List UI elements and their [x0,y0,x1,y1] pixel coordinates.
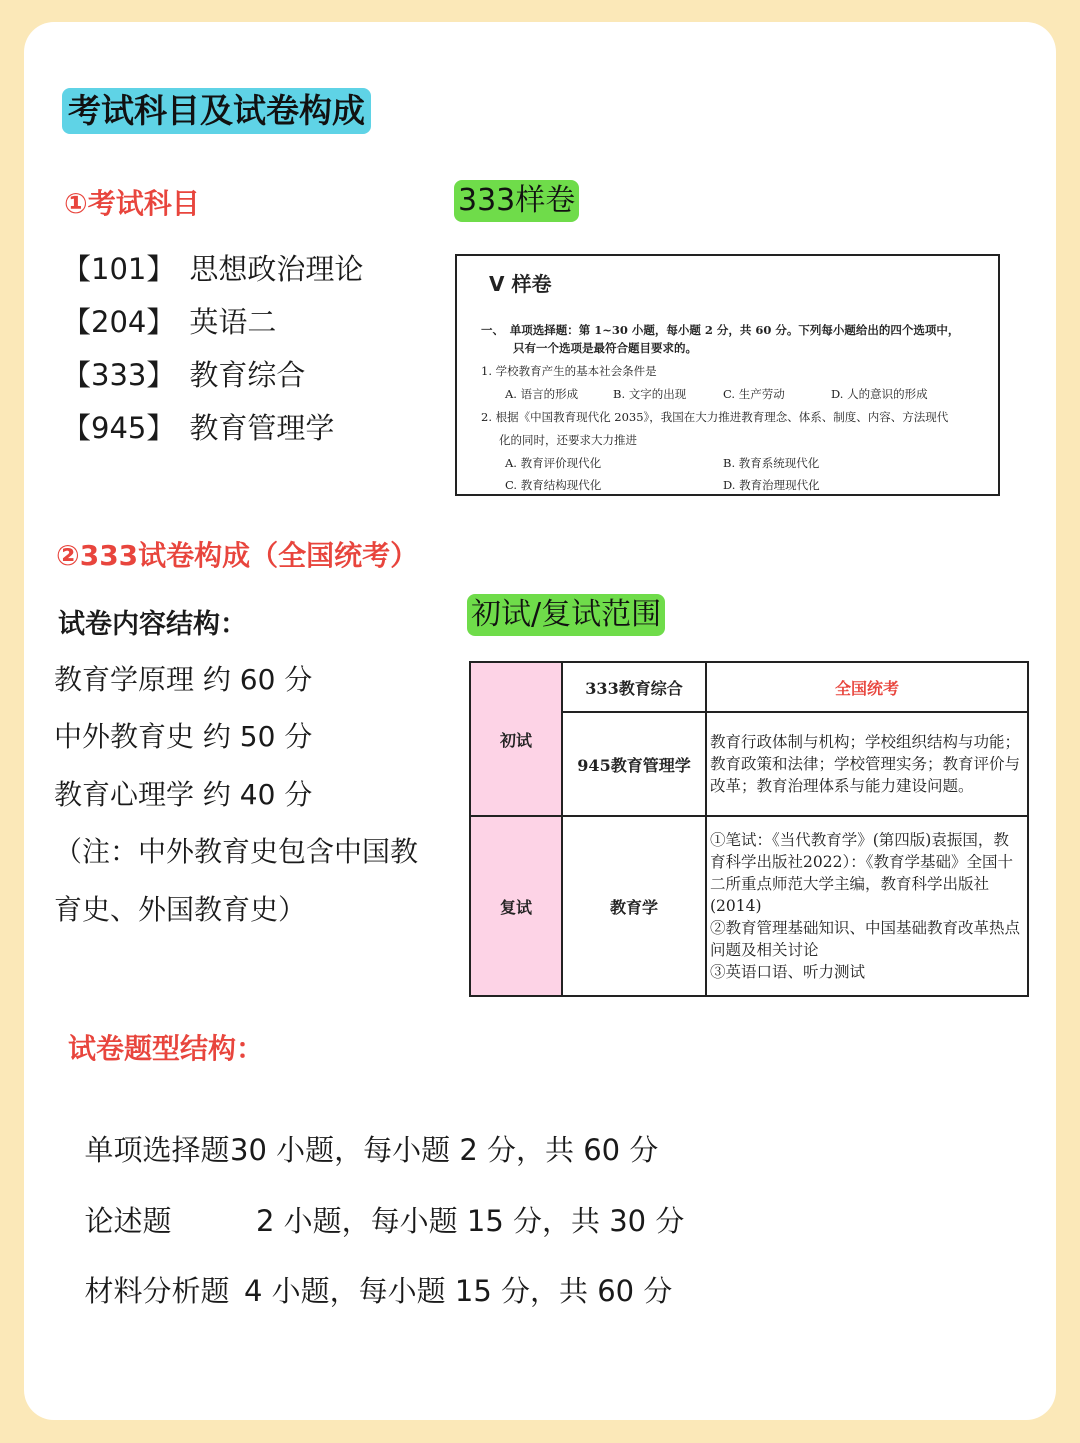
question-detail: 2 小题，每小题 15 分，共 30 分 [256,1204,685,1238]
range-cell-retest: 复试 [470,816,562,996]
sample-question: 2. 根据《中国教育现代化 2035》，我国在大力推进教育理念、体系、制度、内容、方法现代 [481,410,949,424]
sample-instruction: 一、 单项选择题：第 1~30 小题，每小题 2 分，共 60 分。下列每小题给出的四个选项中， [481,323,960,337]
range-cell-first: 初试 [470,662,562,816]
subject-row [62,402,334,455]
range-cell: 教育学 [562,816,706,996]
section2-heading: ②333试卷构成（全国统考） [56,539,419,572]
content-note: 育史、外国教育史） [54,893,307,926]
subject-code: 【945】 [62,411,176,445]
question-type: 单项选择题 [84,1133,230,1167]
subject-code: 【101】 [62,252,176,286]
question-type-row [66,1094,659,1169]
subject-name: 思想政治理论 [189,252,364,286]
range-cell-desc: 教育行政体制与机构；学校组织结构与功能；教育政策和法律；学校管理实务；教育评价与改革；教育治理体系与能力建设问题。 [706,712,1028,816]
sample-header: V 样卷 [489,272,552,296]
sample-option: B. 文字的出现 [613,387,687,401]
subject-row [62,243,363,296]
sample-option: B. 教育系统现代化 [723,456,820,470]
range-cell-desc [706,816,1028,996]
subject-row [62,349,305,402]
subject-code: 【333】 [62,358,176,392]
content-note: （注：中外教育史包含中国教 [54,835,419,868]
subject-name: 教育管理学 [189,411,335,445]
sample-option: C. 生产劳动 [723,387,785,401]
range-table [469,661,1029,997]
range-cell-exam-type: 全国统考 [706,662,1028,712]
subject-code: 【204】 [62,305,176,339]
content-item: 教育学原理 约 60 分 [54,663,313,696]
sample-option: D. 人的意识的形成 [831,387,928,401]
sample-option: A. 语言的形成 [505,387,579,401]
subject-name: 教育综合 [189,358,306,392]
sample-option: A. 教育评价现代化 [505,456,602,470]
retest-item: ③英语口语、听力测试 [710,963,866,981]
subject-name: 英语二 [189,305,277,339]
structure-label: 试卷内容结构： [58,609,247,640]
sample-paper [455,254,1000,496]
section1-heading: ①考试科目 [64,187,200,220]
sample-option: C. 教育结构现代化 [505,478,602,492]
question-type-row [66,1235,673,1310]
content-item: 教育心理学 约 40 分 [54,778,313,811]
question-detail: 30 小题，每小题 2 分，共 60 分 [230,1133,659,1167]
range-tag: 初试/复试范围 [467,594,665,636]
content-item: 中外教育史 约 50 分 [54,720,313,753]
page-title: 考试科目及试卷构成 [62,88,371,134]
sample-question: 化的同时，还要求大力推进 [499,433,637,447]
question-type: 论述题 [84,1204,172,1238]
question-type: 材料分析题 [84,1274,230,1308]
retest-item: ①笔试：《当代教育学》(第四版)袁振国，教育科学出版社2022）：《教育学基础》全国十二所重点师范大学主编，教育科学出版社(2014) [710,831,1013,915]
sample-instruction: 只有一个选项是最符合题目要求的。 [513,341,697,355]
sample-tag: 333样卷 [454,180,579,222]
question-type-row [66,1165,685,1240]
retest-item: ②教育管理基础知识、中国基础教育改革热点问题及相关讨论 [710,919,1021,959]
range-cell: 945教育管理学 [562,712,706,816]
sample-option: D. 教育治理现代化 [723,478,820,492]
subject-row [62,296,276,349]
question-detail: 4 小题，每小题 15 分，共 60 分 [244,1274,673,1308]
section3-heading: 试卷题型结构： [68,1032,265,1065]
sample-question: 1. 学校教育产生的基本社会条件是 [481,364,657,378]
range-cell: 333教育综合 [562,662,706,712]
